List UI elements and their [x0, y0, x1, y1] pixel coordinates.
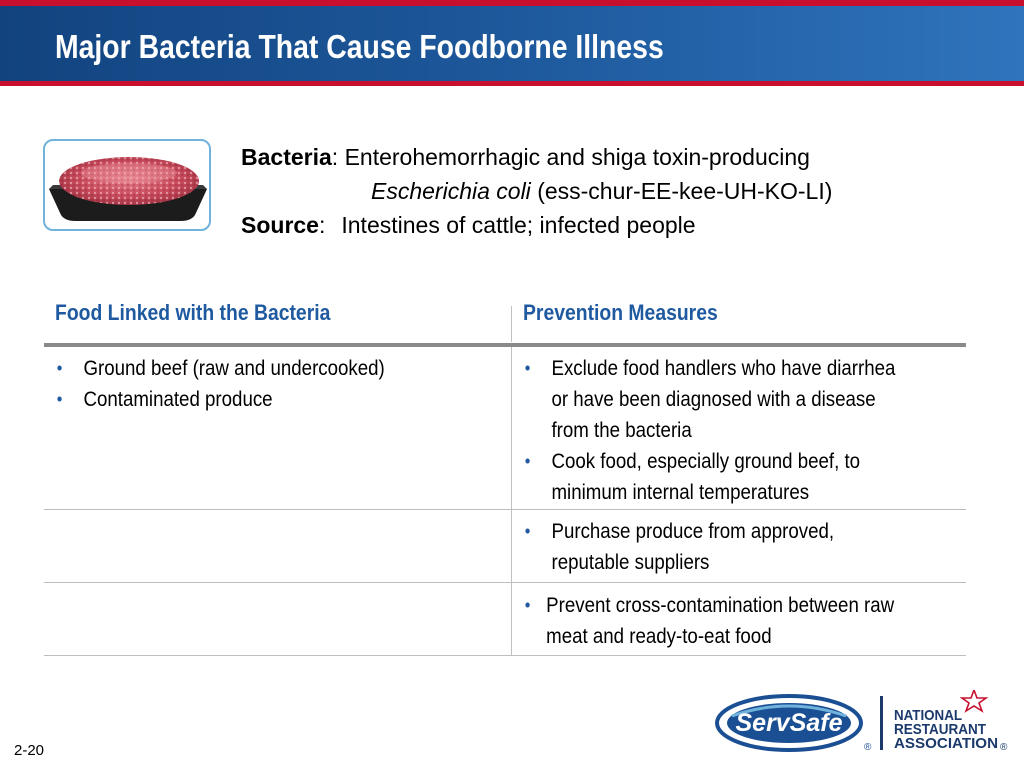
- page-number: 2-20: [14, 742, 45, 759]
- source-value: Intestines of cattle; infected people: [341, 212, 696, 238]
- nra-registered-mark: ®: [1000, 742, 1008, 753]
- bullet: •: [524, 451, 531, 471]
- row-divider-1: [44, 509, 966, 510]
- header-divider: [511, 306, 512, 342]
- prevention-line: meat and ready-to-eat food: [546, 625, 772, 648]
- title-bar: [0, 0, 1024, 86]
- prevention-line: Purchase produce from approved,: [551, 520, 835, 543]
- list-item: [523, 353, 895, 384]
- list-item-continuation: [523, 547, 834, 578]
- bullet: •: [56, 358, 63, 378]
- slide-title: Major Bacteria That Cause Foodborne Illness: [55, 28, 664, 65]
- species-name: Escherichia coli: [371, 178, 531, 204]
- prevention-line: reputable suppliers: [551, 551, 710, 574]
- source-label: Source: [241, 212, 319, 238]
- list-item: [523, 590, 894, 621]
- food-item-text: Ground beef (raw and undercooked): [83, 357, 385, 380]
- column-divider: [511, 347, 512, 656]
- title-bar-bottom-stripe: [0, 81, 1024, 86]
- title-bar-top-stripe: [0, 0, 1024, 6]
- servsafe-logo-text: ServSafe: [735, 709, 843, 737]
- servsafe-registered-mark: ®: [864, 742, 872, 753]
- bullet: •: [524, 521, 531, 541]
- bacteria-colon: :: [331, 144, 345, 170]
- table-row-1-food: [55, 353, 426, 415]
- list-item-continuation: [523, 415, 895, 446]
- bacteria-row: [241, 140, 832, 174]
- list-item: [523, 516, 834, 547]
- prevention-line: or have been diagnosed with a disease: [551, 388, 876, 411]
- bullet: •: [56, 389, 63, 409]
- ground-beef-image: [43, 139, 211, 231]
- list-item: [55, 353, 385, 384]
- bacteria-value: Enterohemorrhagic and shiga toxin-producing: [344, 144, 810, 170]
- list-item: [55, 384, 385, 415]
- nra-line-3: ASSOCIATION: [894, 735, 998, 752]
- prevention-line: from the bacteria: [551, 419, 692, 442]
- bacteria-label: Bacteria: [241, 144, 332, 170]
- source-row: [241, 208, 832, 242]
- prevention-line: Prevent cross-contamination between raw: [546, 594, 895, 617]
- nra-logo: [876, 690, 1016, 756]
- table-header-prevention: Prevention Measures: [523, 300, 718, 325]
- species-pronunciation: (ess-chur-EE-kee-UH-KO-LI): [537, 178, 833, 204]
- nra-line-1: NATIONAL: [894, 707, 962, 724]
- species-row: [241, 174, 832, 208]
- nra-line-2: RESTAURANT: [894, 721, 986, 738]
- table-header-rule: [44, 343, 966, 347]
- prevention-line: Cook food, especially ground beef, to: [551, 450, 861, 473]
- row-divider-2: [44, 582, 966, 583]
- table-row-1-prevention: [523, 353, 941, 508]
- source-colon: :: [318, 212, 326, 238]
- bacteria-info: [241, 140, 832, 242]
- prevention-line: Exclude food handlers who have diarrhea: [551, 357, 896, 380]
- list-item-continuation: [523, 384, 895, 415]
- table-header-food: Food Linked with the Bacteria: [55, 300, 331, 325]
- bullet: •: [524, 595, 531, 615]
- ground-beef-tray-icon: [45, 141, 209, 229]
- list-item-continuation: [523, 621, 894, 652]
- bullet: •: [524, 358, 531, 378]
- row-divider-3: [44, 655, 966, 656]
- food-item-text: Contaminated produce: [83, 388, 273, 411]
- list-item: [523, 446, 895, 477]
- table-row-2-prevention: [523, 516, 873, 578]
- table-row-3-prevention: [523, 590, 940, 652]
- list-item-continuation: [523, 477, 895, 508]
- prevention-line: minimum internal temperatures: [551, 481, 810, 504]
